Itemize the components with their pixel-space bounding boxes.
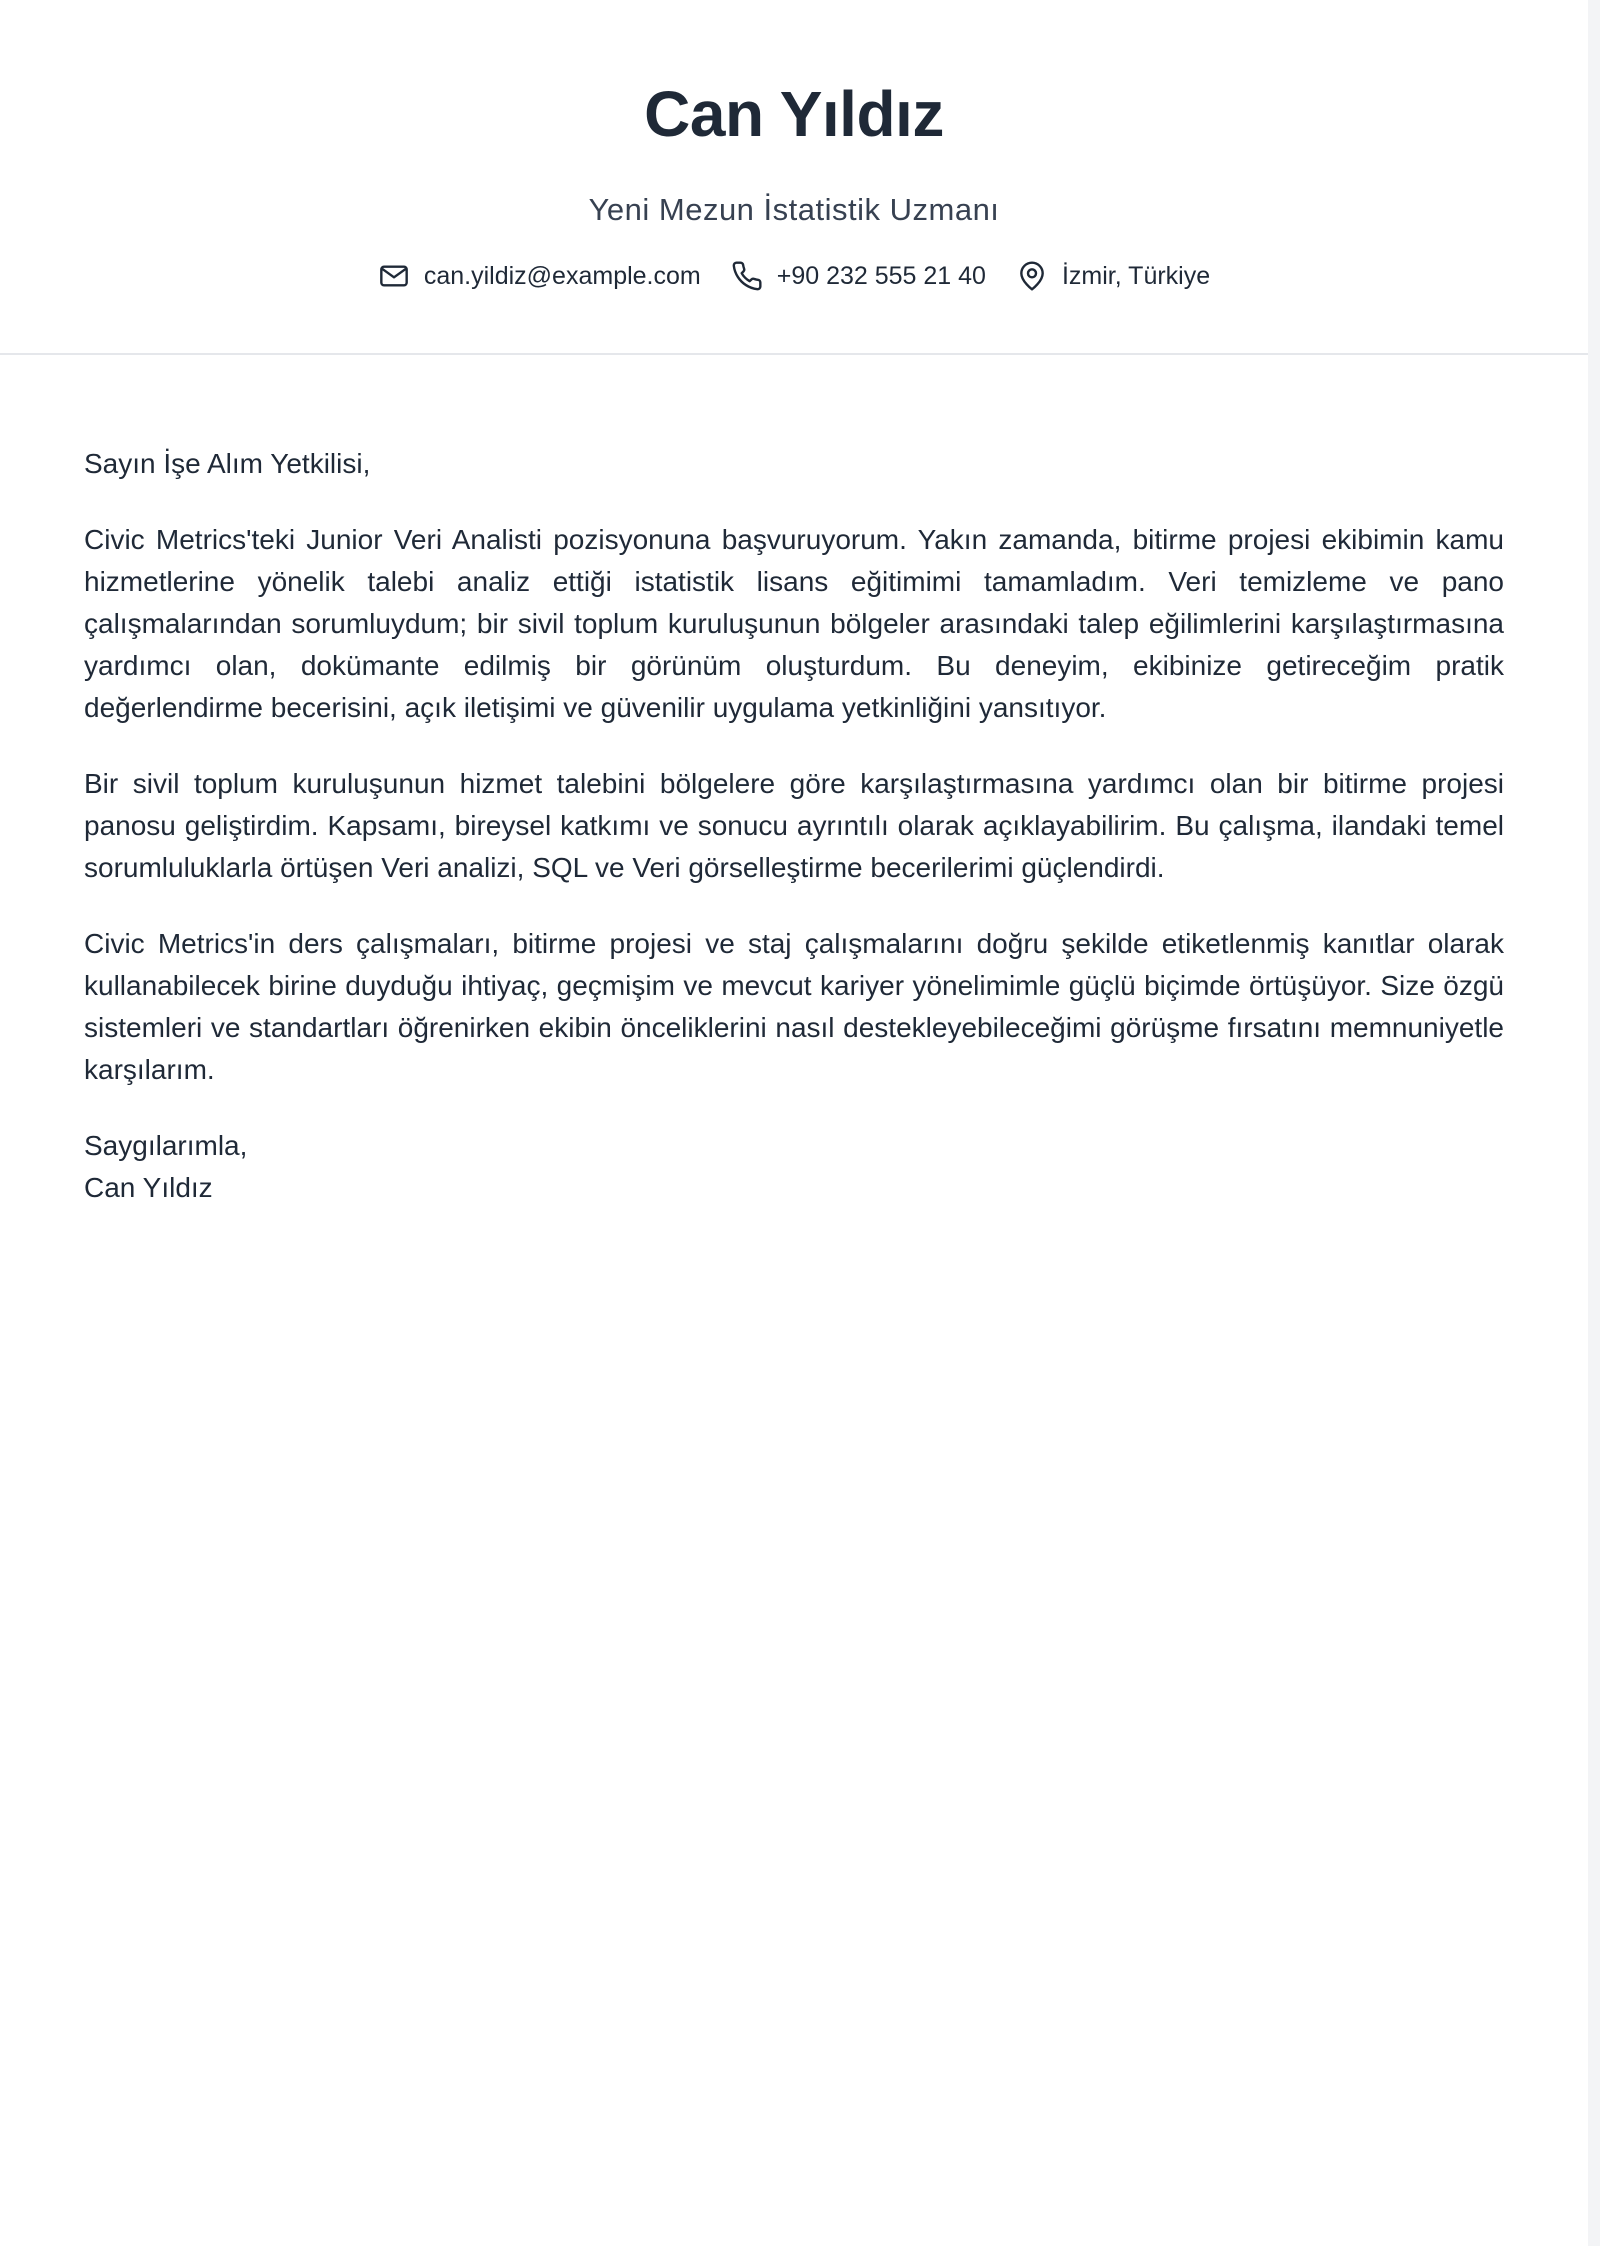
letter-body	[0, 355, 1588, 1209]
applicant-name: Can Yıldız	[644, 78, 944, 150]
letter-signature: Can Yıldız	[84, 1172, 213, 1203]
contact-location	[1016, 260, 1210, 292]
phone-icon	[731, 260, 763, 292]
letter-paragraph-3: Civic Metrics'in ders çalışmaları, bitirme projesi ve staj çalışmalarını doğru şekilde etiketlenmiş kanıtlar olarak kullanabilecek birine duyduğu ihtiyaç, geçmişim ve mevcut kariyer yönelimimle güçlü biçimde örtüşüyor. Size özgü sistemleri ve standartları öğrenirken ekibin önceliklerini nasıl destekleyebileceğimi görüşme fırsatını memnuniyetle karşılarım.	[84, 928, 1504, 1085]
letter-greeting: Sayın İşe Alım Yetkilisi,	[84, 448, 371, 479]
location-text: İzmir, Türkiye	[1061, 262, 1211, 290]
contact-info	[0, 260, 1588, 292]
letter-closing: Saygılarımla,	[84, 1130, 248, 1161]
phone-text: +90 232 555 21 40	[776, 262, 986, 290]
letter-paragraph-1: Civic Metrics'teki Junior Veri Analisti pozisyonuna başvuruyorum. Yakın zamanda, bitirme projesi ekibimin kamu hizmetlerine yönelik talebi analiz ettiği istatistik lisans eğitimimi tamamladım. Veri temizleme ve pano çalışmalarından sorumluydum; bir sivil toplum kuruluşunun bölgeler arasındaki talep eğilimlerini karşılaştırmasına yardımcı olan, dokümante edilmiş bir görünüm oluşturdum. Bu deneyim, ekibinize getireceğim pratik değerlendirme becerisini, açık iletişimi ve güvenilir uygulama yetkinliğini yansıtıyor.	[84, 524, 1504, 723]
envelope-icon	[378, 260, 410, 292]
applicant-title: Yeni Mezun İstatistik Uzmanı	[588, 192, 1000, 227]
contact-phone[interactable]	[731, 260, 986, 292]
email-text: can.yildiz@example.com	[423, 262, 701, 290]
letter-paragraph-2: Bir sivil toplum kuruluşunun hizmet talebini bölgelere göre karşılaştırmasına yardımcı olan bir bitirme projesi panosu geliştirdim. Kapsamı, bireysel katkımı ve sonucu ayrıntılı olarak açıklayabilirim. Bu çalışma, ilandaki temel sorumluluklarla örtüşen Veri analizi, SQL ve Veri görselleştirme becerilerimi güçlendirdi.	[84, 768, 1504, 883]
letter-header	[0, 0, 1588, 355]
contact-email[interactable]	[378, 260, 701, 292]
map-pin-icon	[1016, 260, 1048, 292]
